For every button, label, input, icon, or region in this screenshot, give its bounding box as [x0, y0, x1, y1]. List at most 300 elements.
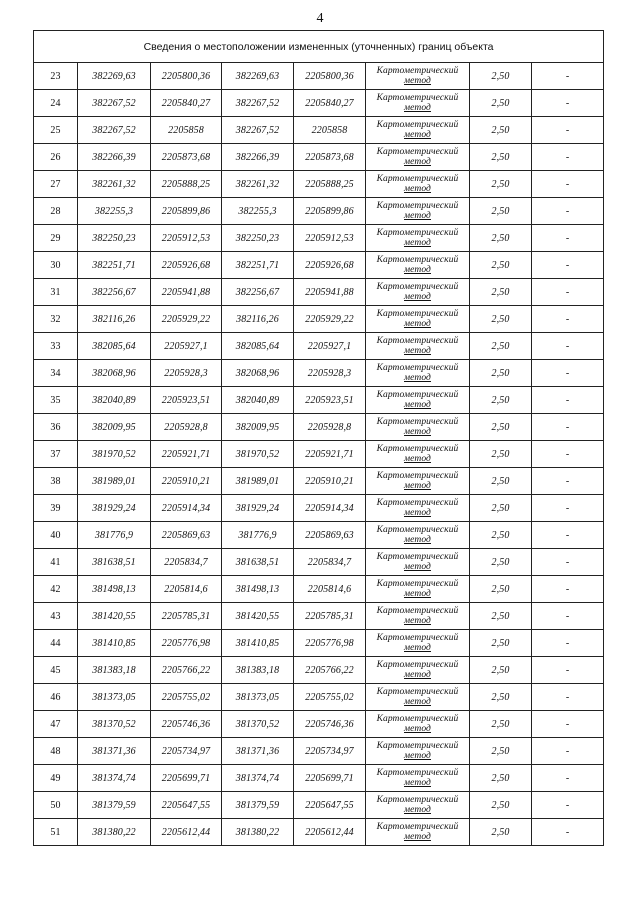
method-cell [366, 441, 470, 468]
accuracy-cell: 2,50 [470, 522, 532, 549]
method-cell [366, 792, 470, 819]
new-x-cell: 382267,52 [222, 117, 294, 144]
point-number-cell: 43 [34, 603, 78, 630]
table-row [34, 171, 604, 198]
note-cell: - [532, 738, 604, 765]
existing-x-cell: 381498,13 [78, 576, 151, 603]
method-label-line1: Картометрический [376, 606, 459, 616]
method-label-line2: метод [404, 130, 431, 140]
table-row [34, 468, 604, 495]
method-label-line1: Картометрический [376, 147, 459, 157]
table-row [34, 117, 604, 144]
point-number-cell: 37 [34, 441, 78, 468]
accuracy-cell: 2,50 [470, 252, 532, 279]
accuracy-cell: 2,50 [470, 765, 532, 792]
existing-y-cell: 2205914,34 [151, 495, 222, 522]
method-cell [366, 738, 470, 765]
existing-y-cell: 2205785,31 [151, 603, 222, 630]
new-x-cell: 382267,52 [222, 90, 294, 117]
accuracy-cell: 2,50 [470, 738, 532, 765]
method-label-line1: Картометрический [376, 282, 459, 292]
table-row [34, 819, 604, 846]
note-cell: - [532, 576, 604, 603]
method-cell [366, 468, 470, 495]
existing-x-cell: 381374,74 [78, 765, 151, 792]
method-cell [366, 252, 470, 279]
existing-x-cell: 381970,52 [78, 441, 151, 468]
note-cell: - [532, 468, 604, 495]
existing-x-cell: 382255,3 [78, 198, 151, 225]
method-label-line1: Картометрический [376, 66, 459, 76]
table-row [34, 549, 604, 576]
existing-y-cell: 2205814,6 [151, 576, 222, 603]
new-y-cell: 2205800,36 [294, 63, 366, 90]
existing-y-cell: 2205941,88 [151, 279, 222, 306]
table-row [34, 387, 604, 414]
existing-x-cell: 382250,23 [78, 225, 151, 252]
accuracy-cell: 2,50 [470, 495, 532, 522]
note-cell: - [532, 522, 604, 549]
new-y-cell: 2205699,71 [294, 765, 366, 792]
accuracy-cell: 2,50 [470, 225, 532, 252]
note-cell: - [532, 684, 604, 711]
method-label-line2: метод [404, 751, 431, 761]
new-x-cell: 382266,39 [222, 144, 294, 171]
method-label-line1: Картометрический [376, 390, 459, 400]
table-row [34, 279, 604, 306]
table-row [34, 414, 604, 441]
new-y-cell: 2205928,3 [294, 360, 366, 387]
accuracy-cell: 2,50 [470, 549, 532, 576]
note-cell: - [532, 819, 604, 846]
point-number-cell: 49 [34, 765, 78, 792]
table-row [34, 252, 604, 279]
new-y-cell: 2205929,22 [294, 306, 366, 333]
method-label-line2: метод [404, 265, 431, 275]
new-y-cell: 2205888,25 [294, 171, 366, 198]
new-x-cell: 382261,32 [222, 171, 294, 198]
method-label-line2: метод [404, 724, 431, 734]
existing-x-cell: 381929,24 [78, 495, 151, 522]
new-y-cell: 2205755,02 [294, 684, 366, 711]
new-y-cell: 2205928,8 [294, 414, 366, 441]
new-x-cell: 381371,36 [222, 738, 294, 765]
method-cell [366, 279, 470, 306]
note-cell: - [532, 387, 604, 414]
method-cell [366, 495, 470, 522]
note-cell: - [532, 630, 604, 657]
existing-y-cell: 2205776,98 [151, 630, 222, 657]
existing-y-cell: 2205858 [151, 117, 222, 144]
method-cell [366, 684, 470, 711]
existing-y-cell: 2205926,68 [151, 252, 222, 279]
existing-x-cell: 381370,52 [78, 711, 151, 738]
point-number-cell: 25 [34, 117, 78, 144]
new-x-cell: 381374,74 [222, 765, 294, 792]
method-label-line1: Картометрический [376, 552, 459, 562]
existing-x-cell: 381383,18 [78, 657, 151, 684]
accuracy-cell: 2,50 [470, 819, 532, 846]
existing-x-cell: 382040,89 [78, 387, 151, 414]
point-number-cell: 27 [34, 171, 78, 198]
method-cell [366, 819, 470, 846]
new-y-cell: 2205869,63 [294, 522, 366, 549]
method-cell [366, 414, 470, 441]
note-cell: - [532, 63, 604, 90]
existing-y-cell: 2205766,22 [151, 657, 222, 684]
method-cell [366, 360, 470, 387]
note-cell: - [532, 792, 604, 819]
point-number-cell: 28 [34, 198, 78, 225]
note-cell: - [532, 603, 604, 630]
table-title: Сведения о местоположении измененных (уточненных) границ объекта [34, 31, 604, 63]
note-cell: - [532, 333, 604, 360]
table-row [34, 441, 604, 468]
table-row [34, 792, 604, 819]
new-y-cell: 2205776,98 [294, 630, 366, 657]
new-y-cell: 2205858 [294, 117, 366, 144]
table-row [34, 738, 604, 765]
method-cell [366, 549, 470, 576]
existing-x-cell: 381776,9 [78, 522, 151, 549]
accuracy-cell: 2,50 [470, 63, 532, 90]
method-label-line1: Картометрический [376, 498, 459, 508]
new-y-cell: 2205914,34 [294, 495, 366, 522]
accuracy-cell: 2,50 [470, 711, 532, 738]
new-y-cell: 2205785,31 [294, 603, 366, 630]
new-y-cell: 2205766,22 [294, 657, 366, 684]
accuracy-cell: 2,50 [470, 117, 532, 144]
boundary-coordinates-table [33, 30, 604, 846]
point-number-cell: 51 [34, 819, 78, 846]
existing-x-cell: 382267,52 [78, 117, 151, 144]
method-cell [366, 144, 470, 171]
new-x-cell: 382009,95 [222, 414, 294, 441]
method-label-line1: Картометрический [376, 120, 459, 130]
method-label-line2: метод [404, 643, 431, 653]
method-label-line2: метод [404, 427, 431, 437]
note-cell: - [532, 171, 604, 198]
method-cell [366, 576, 470, 603]
note-cell: - [532, 495, 604, 522]
point-number-cell: 34 [34, 360, 78, 387]
table-row [34, 198, 604, 225]
point-number-cell: 44 [34, 630, 78, 657]
method-label-line2: метод [404, 211, 431, 221]
method-label-line2: метод [404, 184, 431, 194]
new-y-cell: 2205814,6 [294, 576, 366, 603]
existing-y-cell: 2205647,55 [151, 792, 222, 819]
new-y-cell: 2205834,7 [294, 549, 366, 576]
existing-x-cell: 381379,59 [78, 792, 151, 819]
table-row [34, 657, 604, 684]
existing-y-cell: 2205834,7 [151, 549, 222, 576]
method-label-line2: метод [404, 481, 431, 491]
accuracy-cell: 2,50 [470, 684, 532, 711]
new-x-cell: 382255,3 [222, 198, 294, 225]
existing-x-cell: 381989,01 [78, 468, 151, 495]
note-cell: - [532, 549, 604, 576]
method-cell [366, 657, 470, 684]
method-label-line2: метод [404, 832, 431, 842]
method-cell [366, 90, 470, 117]
method-label-line1: Картометрический [376, 444, 459, 454]
point-number-cell: 33 [34, 333, 78, 360]
method-label-line1: Картометрический [376, 795, 459, 805]
existing-y-cell: 2205910,21 [151, 468, 222, 495]
method-label-line2: метод [404, 319, 431, 329]
new-x-cell: 381373,05 [222, 684, 294, 711]
existing-x-cell: 382256,67 [78, 279, 151, 306]
accuracy-cell: 2,50 [470, 333, 532, 360]
method-cell [366, 306, 470, 333]
note-cell: - [532, 711, 604, 738]
method-label-line2: метод [404, 292, 431, 302]
table-row [34, 63, 604, 90]
point-number-cell: 40 [34, 522, 78, 549]
point-number-cell: 45 [34, 657, 78, 684]
new-x-cell: 382116,26 [222, 306, 294, 333]
accuracy-cell: 2,50 [470, 468, 532, 495]
new-x-cell: 381776,9 [222, 522, 294, 549]
accuracy-cell: 2,50 [470, 657, 532, 684]
point-number-cell: 32 [34, 306, 78, 333]
existing-x-cell: 381638,51 [78, 549, 151, 576]
note-cell: - [532, 657, 604, 684]
existing-y-cell: 2205921,71 [151, 441, 222, 468]
method-cell [366, 387, 470, 414]
method-label-line1: Картометрический [376, 417, 459, 427]
method-cell [366, 522, 470, 549]
note-cell: - [532, 90, 604, 117]
new-x-cell: 382068,96 [222, 360, 294, 387]
existing-x-cell: 382251,71 [78, 252, 151, 279]
table-row [34, 495, 604, 522]
new-x-cell: 382085,64 [222, 333, 294, 360]
method-label-line1: Картометрический [376, 309, 459, 319]
new-y-cell: 2205746,36 [294, 711, 366, 738]
table-row [34, 765, 604, 792]
method-label-line1: Картометрический [376, 174, 459, 184]
accuracy-cell: 2,50 [470, 198, 532, 225]
new-x-cell: 381929,24 [222, 495, 294, 522]
new-x-cell: 381380,22 [222, 819, 294, 846]
note-cell: - [532, 765, 604, 792]
point-number-cell: 35 [34, 387, 78, 414]
new-x-cell: 381989,01 [222, 468, 294, 495]
existing-x-cell: 382116,26 [78, 306, 151, 333]
method-label-line2: метод [404, 454, 431, 464]
method-label-line2: метод [404, 103, 431, 113]
table-title-row [34, 31, 604, 63]
method-cell [366, 225, 470, 252]
new-y-cell: 2205912,53 [294, 225, 366, 252]
existing-x-cell: 382266,39 [78, 144, 151, 171]
existing-y-cell: 2205869,63 [151, 522, 222, 549]
new-y-cell: 2205647,55 [294, 792, 366, 819]
new-y-cell: 2205910,21 [294, 468, 366, 495]
new-x-cell: 382251,71 [222, 252, 294, 279]
new-y-cell: 2205873,68 [294, 144, 366, 171]
existing-x-cell: 382261,32 [78, 171, 151, 198]
accuracy-cell: 2,50 [470, 414, 532, 441]
point-number-cell: 30 [34, 252, 78, 279]
method-label-line1: Картометрический [376, 579, 459, 589]
point-number-cell: 36 [34, 414, 78, 441]
method-label-line1: Картометрический [376, 525, 459, 535]
method-cell [366, 198, 470, 225]
existing-x-cell: 382009,95 [78, 414, 151, 441]
note-cell: - [532, 360, 604, 387]
note-cell: - [532, 306, 604, 333]
new-x-cell: 381638,51 [222, 549, 294, 576]
table-row [34, 576, 604, 603]
method-label-line2: метод [404, 76, 431, 86]
existing-x-cell: 381420,55 [78, 603, 151, 630]
new-y-cell: 2205941,88 [294, 279, 366, 306]
method-label-line1: Картометрический [376, 363, 459, 373]
method-cell [366, 63, 470, 90]
method-cell [366, 333, 470, 360]
new-y-cell: 2205840,27 [294, 90, 366, 117]
table-row [34, 603, 604, 630]
existing-x-cell: 381380,22 [78, 819, 151, 846]
method-label-line2: метод [404, 670, 431, 680]
point-number-cell: 50 [34, 792, 78, 819]
existing-y-cell: 2205755,02 [151, 684, 222, 711]
accuracy-cell: 2,50 [470, 171, 532, 198]
method-label-line2: метод [404, 616, 431, 626]
method-label-line1: Картометрический [376, 471, 459, 481]
method-label-line1: Картометрический [376, 336, 459, 346]
existing-x-cell: 382267,52 [78, 90, 151, 117]
point-number-cell: 38 [34, 468, 78, 495]
accuracy-cell: 2,50 [470, 279, 532, 306]
accuracy-cell: 2,50 [470, 441, 532, 468]
table-row [34, 90, 604, 117]
existing-y-cell: 2205612,44 [151, 819, 222, 846]
existing-x-cell: 381371,36 [78, 738, 151, 765]
existing-y-cell: 2205800,36 [151, 63, 222, 90]
table-row [34, 630, 604, 657]
method-label-line1: Картометрический [376, 687, 459, 697]
note-cell: - [532, 144, 604, 171]
point-number-cell: 47 [34, 711, 78, 738]
new-x-cell: 381383,18 [222, 657, 294, 684]
method-label-line1: Картометрический [376, 255, 459, 265]
method-label-line2: метод [404, 562, 431, 572]
method-cell [366, 171, 470, 198]
existing-x-cell: 381373,05 [78, 684, 151, 711]
existing-y-cell: 2205923,51 [151, 387, 222, 414]
accuracy-cell: 2,50 [470, 90, 532, 117]
method-label-line2: метод [404, 157, 431, 167]
method-label-line2: метод [404, 238, 431, 248]
table-row [34, 360, 604, 387]
existing-y-cell: 2205888,25 [151, 171, 222, 198]
existing-y-cell: 2205873,68 [151, 144, 222, 171]
existing-y-cell: 2205912,53 [151, 225, 222, 252]
point-number-cell: 29 [34, 225, 78, 252]
point-number-cell: 23 [34, 63, 78, 90]
existing-x-cell: 382085,64 [78, 333, 151, 360]
table-row [34, 225, 604, 252]
method-cell [366, 765, 470, 792]
method-label-line2: метод [404, 778, 431, 788]
note-cell: - [532, 117, 604, 144]
new-x-cell: 381410,85 [222, 630, 294, 657]
existing-x-cell: 382269,63 [78, 63, 151, 90]
accuracy-cell: 2,50 [470, 603, 532, 630]
table-row [34, 522, 604, 549]
note-cell: - [532, 225, 604, 252]
accuracy-cell: 2,50 [470, 387, 532, 414]
existing-y-cell: 2205927,1 [151, 333, 222, 360]
new-x-cell: 381498,13 [222, 576, 294, 603]
method-cell [366, 603, 470, 630]
method-label-line2: метод [404, 400, 431, 410]
existing-y-cell: 2205699,71 [151, 765, 222, 792]
existing-y-cell: 2205734,97 [151, 738, 222, 765]
method-label-line1: Картометрический [376, 93, 459, 103]
method-cell [366, 711, 470, 738]
existing-y-cell: 2205899,86 [151, 198, 222, 225]
method-label-line2: метод [404, 346, 431, 356]
point-number-cell: 24 [34, 90, 78, 117]
note-cell: - [532, 198, 604, 225]
new-y-cell: 2205734,97 [294, 738, 366, 765]
accuracy-cell: 2,50 [470, 792, 532, 819]
accuracy-cell: 2,50 [470, 360, 532, 387]
method-label-line1: Картометрический [376, 741, 459, 751]
new-y-cell: 2205923,51 [294, 387, 366, 414]
new-x-cell: 382256,67 [222, 279, 294, 306]
note-cell: - [532, 279, 604, 306]
note-cell: - [532, 252, 604, 279]
method-cell [366, 630, 470, 657]
accuracy-cell: 2,50 [470, 144, 532, 171]
accuracy-cell: 2,50 [470, 576, 532, 603]
method-label-line2: метод [404, 589, 431, 599]
note-cell: - [532, 414, 604, 441]
new-x-cell: 381420,55 [222, 603, 294, 630]
method-label-line2: метод [404, 373, 431, 383]
new-x-cell: 381370,52 [222, 711, 294, 738]
method-label-line1: Картометрический [376, 201, 459, 211]
new-x-cell: 382269,63 [222, 63, 294, 90]
new-x-cell: 382250,23 [222, 225, 294, 252]
method-label-line1: Картометрический [376, 768, 459, 778]
new-y-cell: 2205921,71 [294, 441, 366, 468]
method-label-line1: Картометрический [376, 228, 459, 238]
point-number-cell: 26 [34, 144, 78, 171]
method-label-line2: метод [404, 697, 431, 707]
accuracy-cell: 2,50 [470, 306, 532, 333]
new-y-cell: 2205612,44 [294, 819, 366, 846]
existing-y-cell: 2205746,36 [151, 711, 222, 738]
table-row [34, 306, 604, 333]
new-y-cell: 2205927,1 [294, 333, 366, 360]
new-y-cell: 2205926,68 [294, 252, 366, 279]
point-number-cell: 42 [34, 576, 78, 603]
table-row [34, 333, 604, 360]
point-number-cell: 48 [34, 738, 78, 765]
method-label-line1: Картометрический [376, 633, 459, 643]
new-x-cell: 381379,59 [222, 792, 294, 819]
method-label-line1: Картометрический [376, 660, 459, 670]
method-label-line1: Картометрический [376, 714, 459, 724]
method-cell [366, 117, 470, 144]
